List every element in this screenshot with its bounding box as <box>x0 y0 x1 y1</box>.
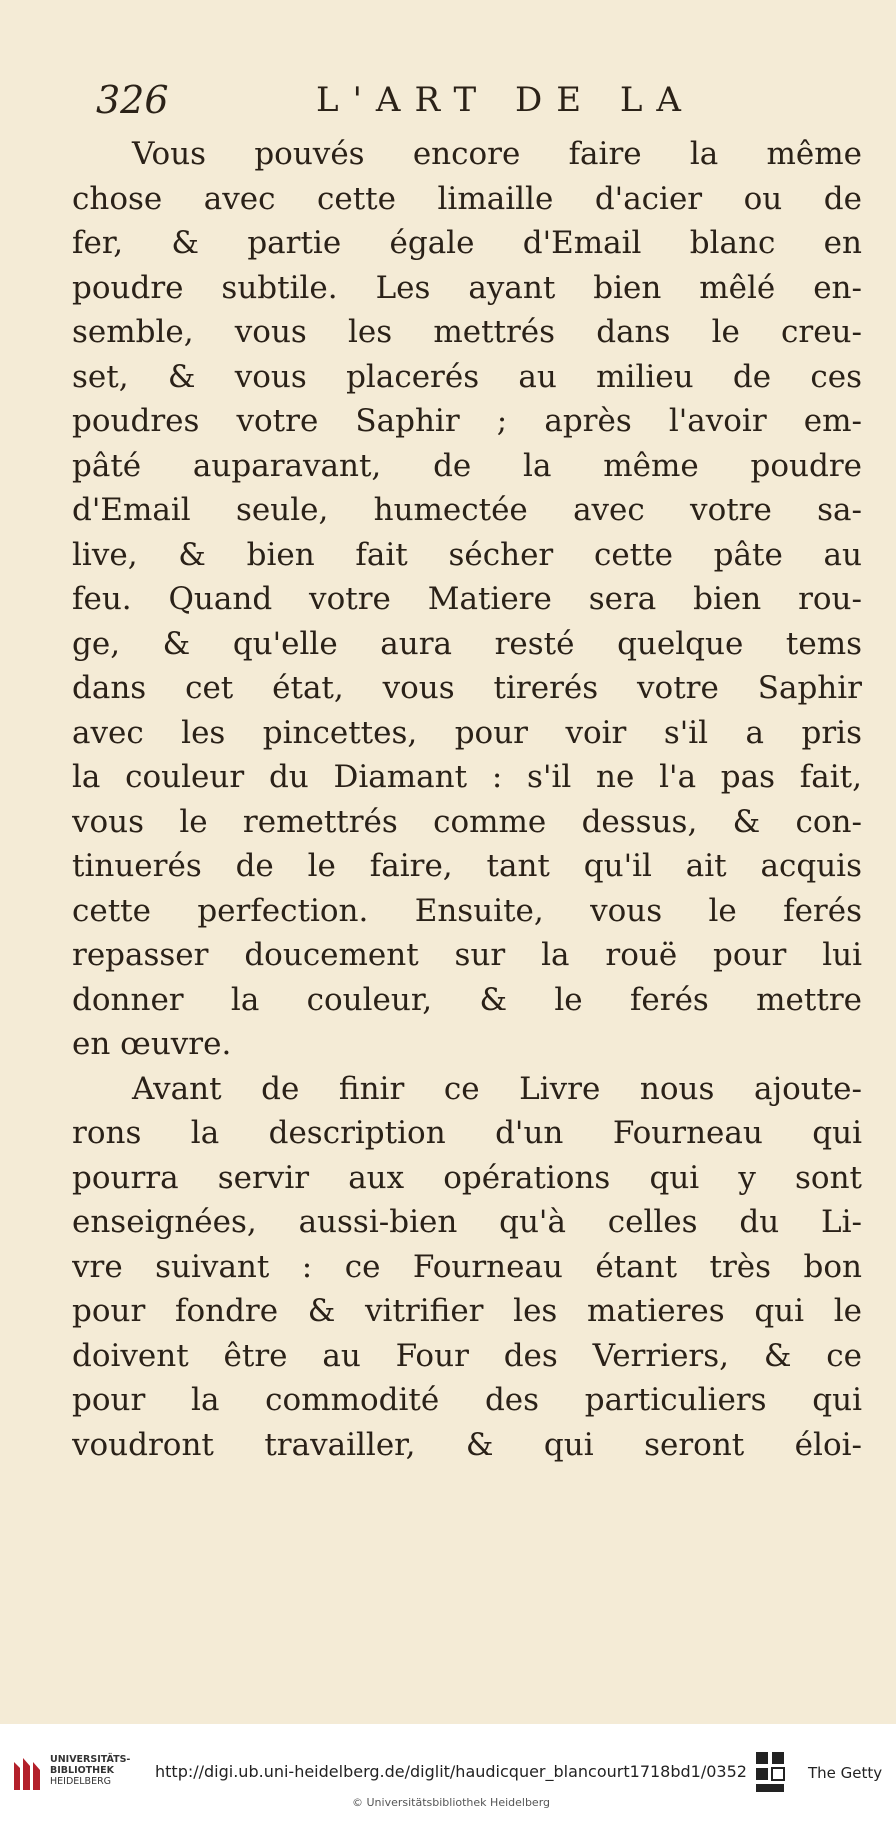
text-line: pour fondre & vitrifier les matieres qui le <box>72 1293 862 1329</box>
text-line: Avant de finir ce Livre nous ajoute- <box>132 1070 862 1107</box>
text-line: pâté auparavant, de la même poudre <box>72 447 862 484</box>
text-line: pourra servir aux opérations qui y sont <box>72 1159 862 1196</box>
text-line: rons la description d'un Fourneau qui <box>72 1115 862 1151</box>
text-line: dans cet état, vous tirerés votre Saphir <box>72 670 862 706</box>
institution-line: UNIVERSITÄTS- <box>50 1754 131 1765</box>
text-line: chose avec cette limaille d'acier ou de <box>72 180 862 217</box>
text-line: en œuvre. <box>72 1026 232 1062</box>
text-line: vous le remettrés comme dessus, & con- <box>72 803 862 840</box>
copyright-notice: © Universitätsbibliothek Heidelberg <box>352 1796 551 1809</box>
getty-logo-icon[interactable] <box>754 1750 788 1794</box>
text-line: avec les pincettes, pour voir s'il a pris <box>72 714 862 751</box>
text-line: donner la couleur, & le ferés mettre <box>72 981 862 1018</box>
text-line: set, & vous placerés au milieu de ces <box>72 358 862 395</box>
page-header <box>96 78 856 120</box>
heidelberg-university-library-logo-icon[interactable] <box>10 1754 44 1794</box>
page-number: 326 <box>96 78 169 122</box>
footer-bar <box>0 1724 896 1827</box>
text-line: enseignées, aussi-bien qu'à celles du Li- <box>72 1204 862 1240</box>
permalink-url[interactable]: http://digi.ub.uni-heidelberg.de/diglit/haudicquer_blancourt1718bd1/0352 <box>155 1762 747 1781</box>
institution-line: HEIDELBERG <box>50 1776 112 1787</box>
text-line: poudres votre Saphir ; après l'avoir em- <box>72 403 862 439</box>
text-line: doivent être au Four des Verriers, & ce <box>72 1337 862 1374</box>
text-line: fer, & partie égale d'Email blanc en <box>72 225 862 261</box>
text-line: voudront travailler, & qui seront éloi- <box>72 1426 862 1463</box>
text-line: d'Email seule, humectée avec votre sa- <box>72 492 862 528</box>
text-line: feu. Quand votre Matiere sera bien rou- <box>72 581 862 617</box>
text-line: pour la commodité des particuliers qui <box>72 1382 862 1418</box>
text-line: live, & bien fait sécher cette pâte au <box>72 536 862 573</box>
text-line: semble, vous les mettrés dans le creu- <box>72 314 862 350</box>
text-line: poudre subtile. Les ayant bien mêlé en- <box>72 269 862 306</box>
text-line: vre suivant : ce Fourneau étant très bon <box>72 1248 862 1285</box>
institution-line: BIBLIOTHEK <box>50 1765 114 1776</box>
institution-name <box>50 1754 130 1787</box>
text-line: cette perfection. Ensuite, vous le ferés <box>72 892 862 929</box>
text-line: tinuerés de le faire, tant qu'il ait acquis <box>72 848 862 884</box>
text-line: ge, & qu'elle aura resté quelque tems <box>72 625 862 662</box>
text-line: repasser doucement sur la rouë pour lui <box>72 937 862 973</box>
partner-name: The Getty <box>808 1764 883 1782</box>
text-line: Vous pouvés encore faire la même <box>132 136 862 172</box>
body-text <box>72 132 862 1467</box>
text-line: la couleur du Diamant : s'il ne l'a pas fait, <box>72 759 862 795</box>
running-head: L'ART DE LA <box>316 80 695 120</box>
